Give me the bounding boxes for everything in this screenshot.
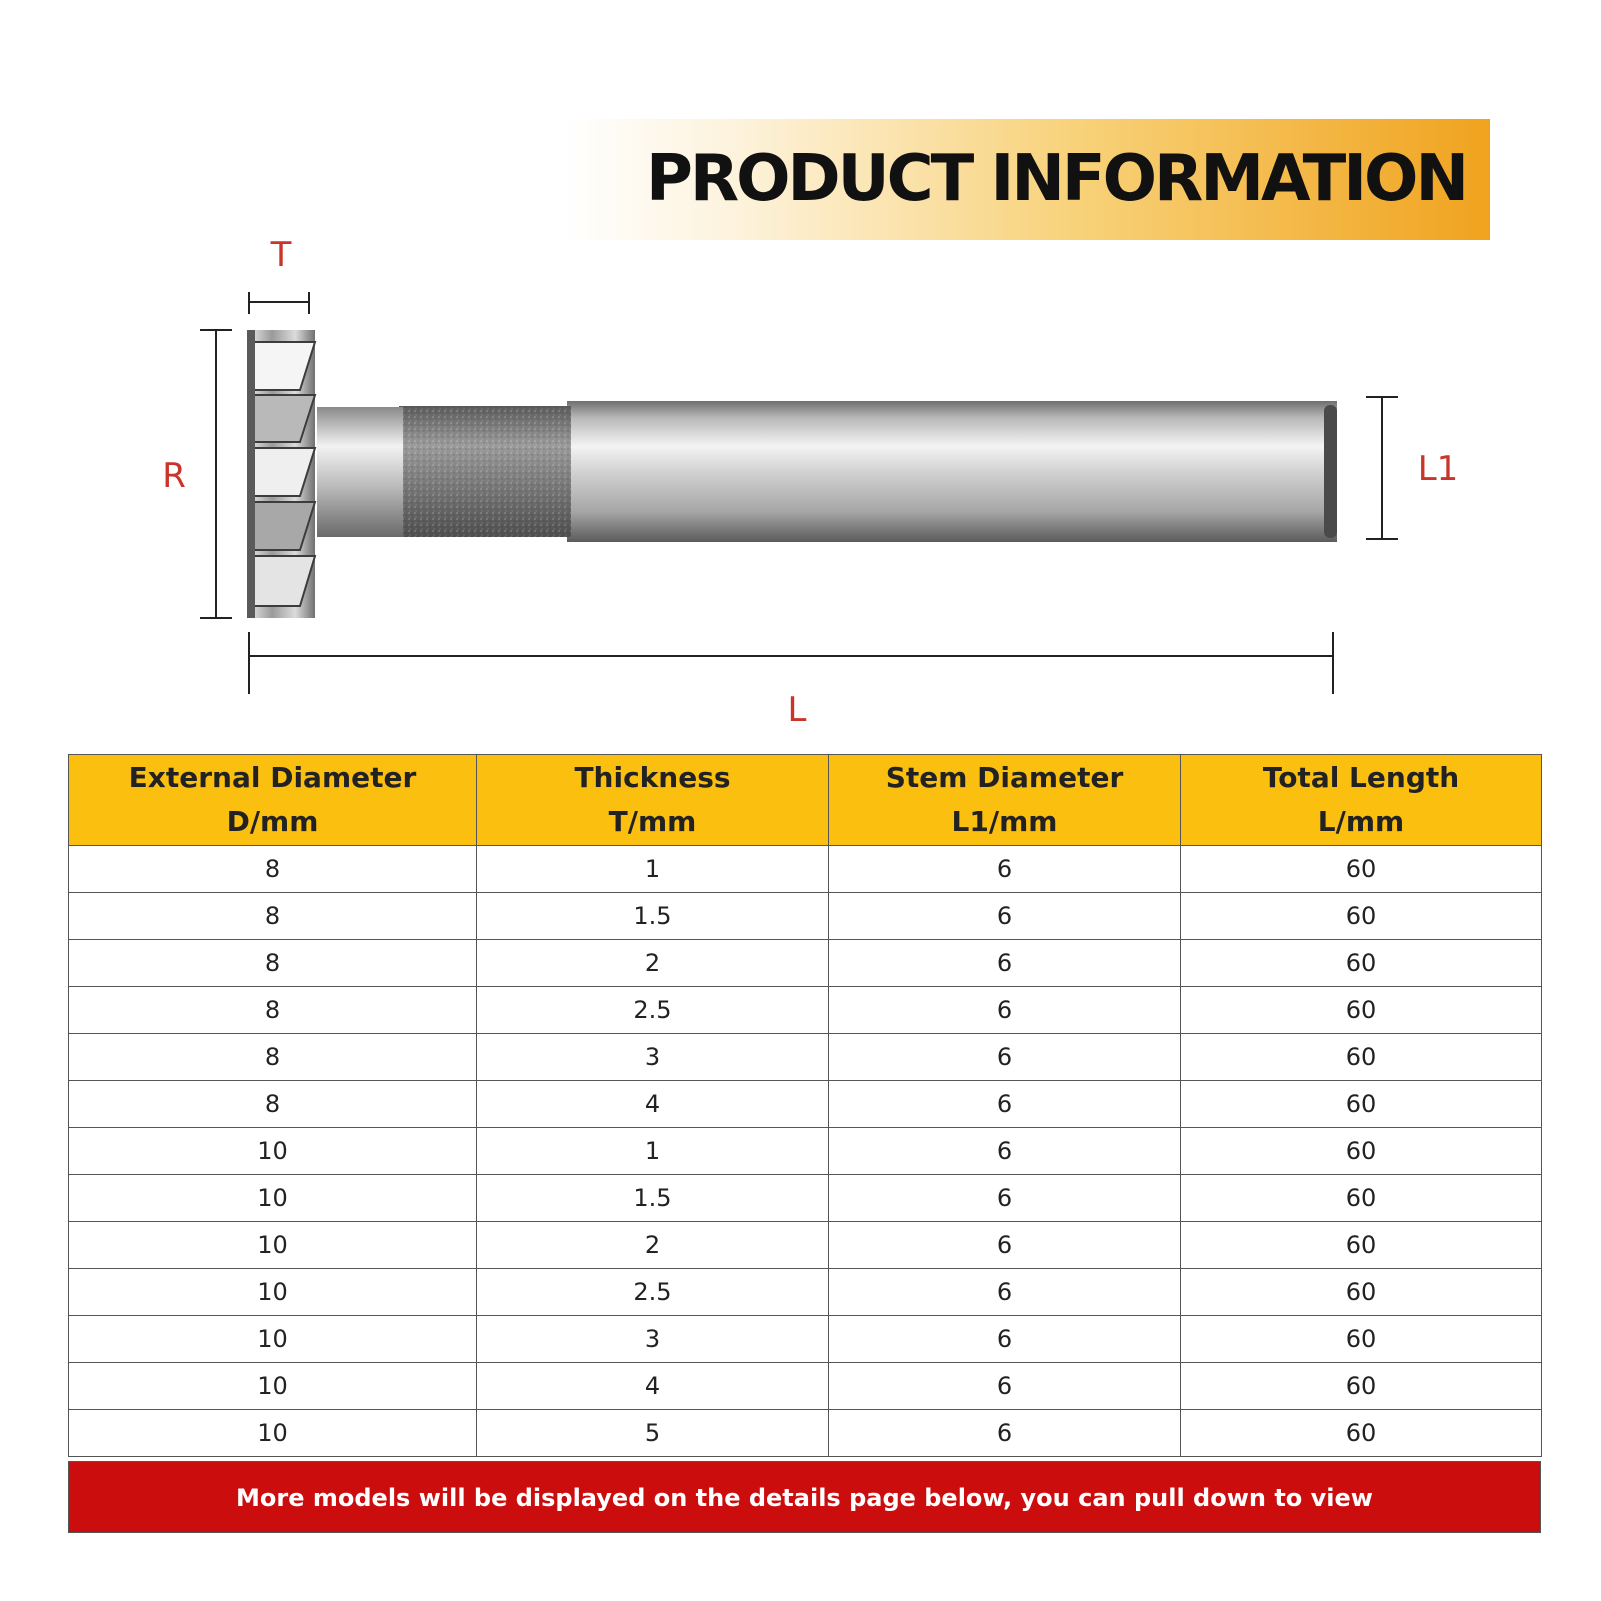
table-header-row	[69, 755, 1542, 846]
table-row	[69, 1175, 1542, 1222]
cell-thickness: 3	[477, 1034, 829, 1081]
banner-title: PRODUCT INFORMATION	[645, 142, 1466, 216]
cell-total-length: 60	[1181, 1175, 1542, 1222]
cutter-head-rim	[247, 330, 255, 618]
table-row	[69, 1128, 1542, 1175]
table-row	[69, 987, 1542, 1034]
table-body	[69, 846, 1542, 1457]
cell-external-diameter: 10	[69, 1316, 477, 1363]
cell-external-diameter: 8	[69, 1081, 477, 1128]
cell-thickness: 1.5	[477, 893, 829, 940]
cell-thickness: 1.5	[477, 1175, 829, 1222]
cell-total-length: 60	[1181, 1128, 1542, 1175]
header-stem-diameter: Stem Diameter L1/mm	[829, 755, 1181, 846]
header-thickness: Thickness T/mm	[477, 755, 829, 846]
cell-stem-diameter: 6	[829, 1222, 1181, 1269]
table-row	[69, 1363, 1542, 1410]
cutter-diagram	[0, 230, 1601, 740]
cell-stem-diameter: 6	[829, 1081, 1181, 1128]
cell-thickness: 1	[477, 1128, 829, 1175]
cell-external-diameter: 8	[69, 1034, 477, 1081]
cell-stem-diameter: 6	[829, 987, 1181, 1034]
cell-thickness: 4	[477, 1363, 829, 1410]
cell-stem-diameter: 6	[829, 1175, 1181, 1222]
cell-thickness: 4	[477, 1081, 829, 1128]
cell-total-length: 60	[1181, 1269, 1542, 1316]
cell-external-diameter: 10	[69, 1128, 477, 1175]
cell-total-length: 60	[1181, 1222, 1542, 1269]
cell-external-diameter: 10	[69, 1410, 477, 1457]
table-row	[69, 1269, 1542, 1316]
cell-stem-diameter: 6	[829, 1269, 1181, 1316]
dim-label-t: T	[270, 235, 292, 275]
cell-stem-diameter: 6	[829, 1034, 1181, 1081]
cell-thickness: 3	[477, 1316, 829, 1363]
cell-total-length: 60	[1181, 987, 1542, 1034]
dim-label-r: R	[162, 456, 186, 496]
cell-thickness: 2.5	[477, 987, 829, 1034]
dim-label-l1: L1	[1417, 449, 1459, 489]
cutter-collar	[317, 407, 403, 537]
cell-total-length: 60	[1181, 1034, 1542, 1081]
cell-external-diameter: 8	[69, 893, 477, 940]
more-models-note: More models will be displayed on the details page below, you can pull down to view	[68, 1461, 1541, 1533]
cell-total-length: 60	[1181, 940, 1542, 987]
cell-stem-diameter: 6	[829, 1410, 1181, 1457]
dim-label-l: L	[787, 690, 807, 730]
cell-thickness: 2	[477, 940, 829, 987]
cell-total-length: 60	[1181, 1363, 1542, 1410]
cell-thickness: 1	[477, 846, 829, 893]
table-row	[69, 846, 1542, 893]
spec-table	[68, 754, 1542, 1457]
header-external-diameter: External Diameter D/mm	[69, 755, 477, 846]
cell-thickness: 5	[477, 1410, 829, 1457]
cell-external-diameter: 8	[69, 987, 477, 1034]
cutter-shank	[567, 401, 1337, 542]
cell-external-diameter: 8	[69, 846, 477, 893]
cell-stem-diameter: 6	[829, 940, 1181, 987]
cell-stem-diameter: 6	[829, 1128, 1181, 1175]
table-row	[69, 1081, 1542, 1128]
cell-external-diameter: 10	[69, 1222, 477, 1269]
table-row	[69, 1316, 1542, 1363]
cell-total-length: 60	[1181, 1081, 1542, 1128]
cell-external-diameter: 10	[69, 1269, 477, 1316]
product-info-banner	[565, 119, 1490, 240]
table-row	[69, 1222, 1542, 1269]
cell-total-length: 60	[1181, 893, 1542, 940]
shank-end-cap	[1324, 405, 1337, 538]
cell-stem-diameter: 6	[829, 1363, 1181, 1410]
cell-stem-diameter: 6	[829, 846, 1181, 893]
table-row	[69, 940, 1542, 987]
cell-external-diameter: 10	[69, 1363, 477, 1410]
cell-thickness: 2	[477, 1222, 829, 1269]
cell-total-length: 60	[1181, 1410, 1542, 1457]
cell-stem-diameter: 6	[829, 1316, 1181, 1363]
cell-total-length: 60	[1181, 1316, 1542, 1363]
table-row	[69, 893, 1542, 940]
cell-external-diameter: 8	[69, 940, 477, 987]
table-row	[69, 1410, 1542, 1457]
table-row	[69, 1034, 1542, 1081]
cell-thickness: 2.5	[477, 1269, 829, 1316]
cell-stem-diameter: 6	[829, 893, 1181, 940]
cell-external-diameter: 10	[69, 1175, 477, 1222]
header-total-length: Total Length L/mm	[1181, 755, 1542, 846]
cell-total-length: 60	[1181, 846, 1542, 893]
cutter-neck-grain	[399, 406, 571, 537]
